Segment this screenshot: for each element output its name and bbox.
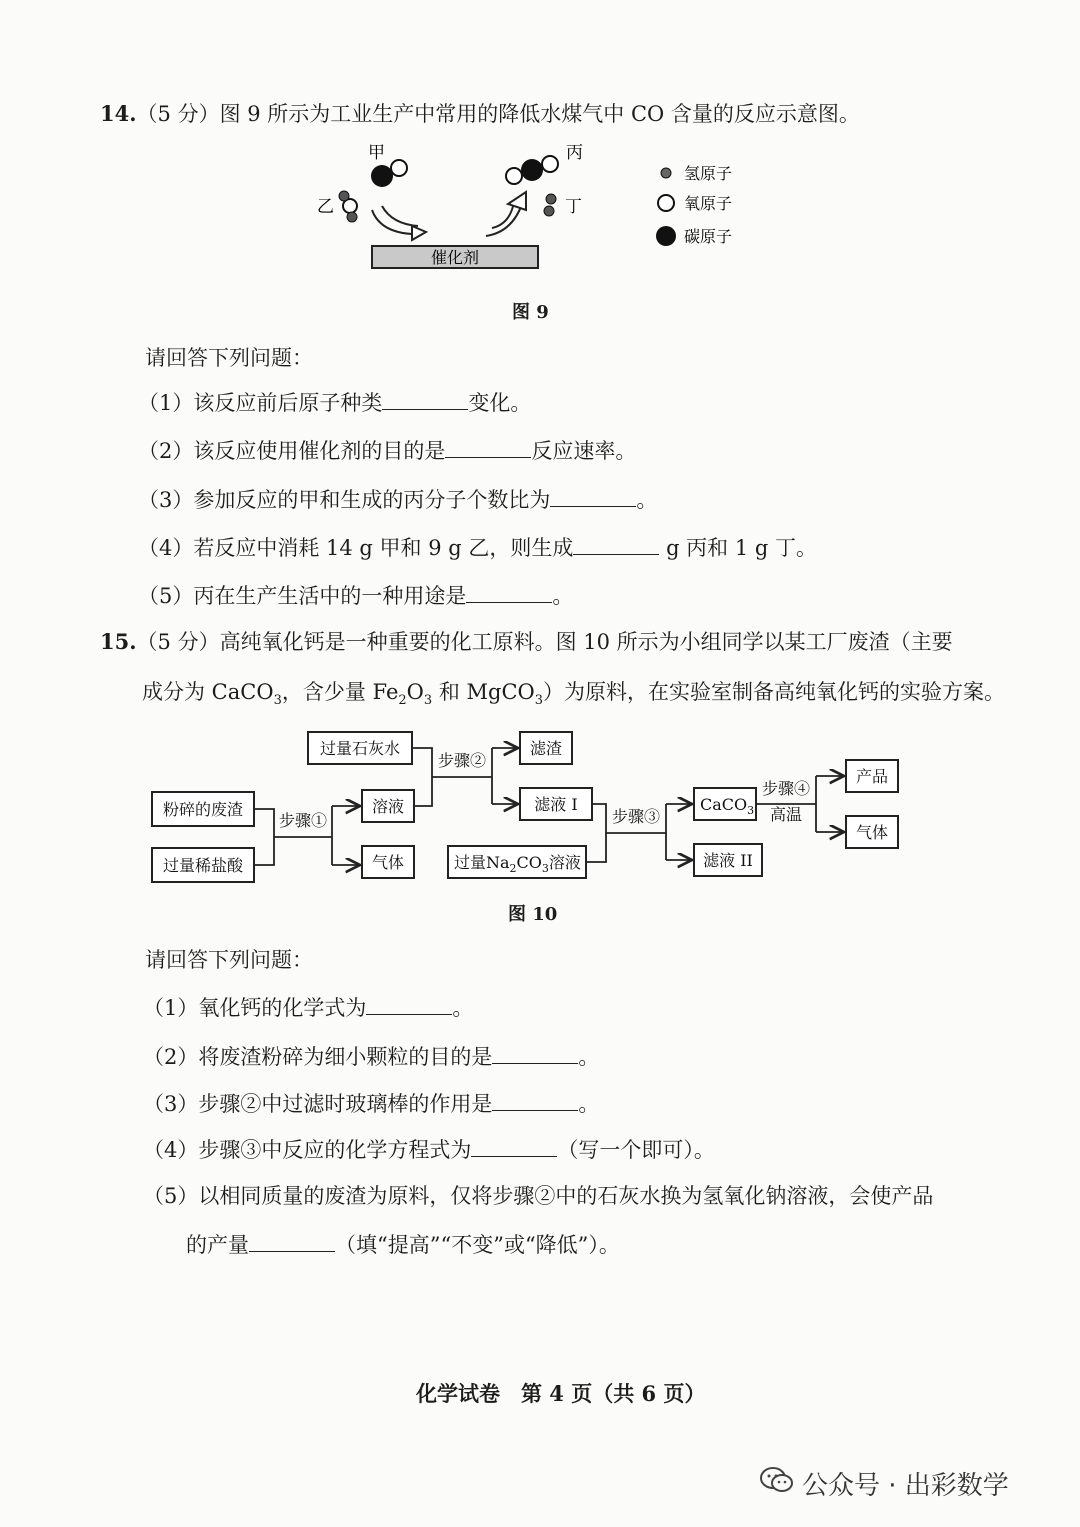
legend-carbon: 碳原子 <box>684 227 733 246</box>
figure-10-flowchart <box>140 720 920 890</box>
figure-9-caption: 图 9 <box>512 302 549 323</box>
q14-item-5: （5）丙在生产生活中的一种用途是 。 <box>138 584 574 608</box>
answer-blank <box>492 1092 578 1111</box>
flow-waste: 粉碎的废渣 <box>162 800 244 819</box>
oxygen-atom <box>506 168 522 184</box>
flow-high-temp: 高温 <box>769 805 803 824</box>
answer-blank <box>366 996 452 1015</box>
q15-item-5: （5）以相同质量的废渣为原料，仅将步骤②中的石灰水换为氢氧化钠溶液，会使产品 <box>143 1184 934 1208</box>
oxygen-atom <box>391 160 407 176</box>
answer-blank <box>466 584 552 603</box>
flow-residue: 滤渣 <box>529 739 563 758</box>
hydrogen-atom <box>544 206 554 216</box>
label-catalyst: 催化剂 <box>430 248 480 267</box>
flow-solution: 溶液 <box>371 797 405 816</box>
q15-item-3: （3）步骤②中过滤时玻璃棒的作用是 。 <box>143 1092 600 1116</box>
answer-blank <box>249 1233 335 1252</box>
legend-oxygen: 氧原子 <box>684 194 733 213</box>
flow-step4: 步骤④ <box>761 779 811 798</box>
label-yi: 乙 <box>317 197 334 217</box>
answer-blank <box>382 391 468 410</box>
flow-step3: 步骤③ <box>611 807 661 826</box>
figure-9-diagram <box>300 140 760 280</box>
q14-item-1: （1）该反应前后原子种类 变化。 <box>138 391 532 415</box>
carbon-atom <box>521 159 543 181</box>
question-text: （5 分）图 9 所示为工业生产中常用的降低水煤气中 CO 含量的反应示意图。 <box>136 102 860 126</box>
q14-prompt: 请回答下列问题： <box>145 346 313 370</box>
legend-hydrogen-icon <box>661 168 671 178</box>
flow-caco3: CaCO$_3$ <box>700 795 755 817</box>
flow-na2co3: 过量$Na_2CO_3$溶液 <box>454 853 581 875</box>
flow-product: 产品 <box>855 767 889 786</box>
hydrogen-atom <box>339 191 349 201</box>
q14-item-3: （3）参加反应的甲和生成的丙分子个数比为 。 <box>138 488 658 512</box>
question-15-heading <box>100 626 953 656</box>
flow-step1: 步骤① <box>278 811 328 830</box>
question-number: 15. <box>100 629 137 654</box>
answer-blank <box>573 536 659 555</box>
q15-item-2: （2）将废渣粉碎为细小颗粒的目的是 。 <box>143 1045 600 1069</box>
q15-prompt: 请回答下列问题： <box>145 948 313 972</box>
flow-gas2: 气体 <box>855 823 889 842</box>
page-footer: 化学试卷 第 4 页（共 6 页） <box>416 1381 706 1406</box>
flow-gas1: 气体 <box>371 853 405 872</box>
answer-blank <box>492 1045 578 1064</box>
answer-blank <box>471 1138 557 1157</box>
hydrogen-atom <box>546 194 556 204</box>
answer-blank <box>550 488 636 507</box>
wechat-icon <box>760 1466 794 1494</box>
flow-filtrate2: 滤液 II <box>703 851 753 870</box>
flow-limewater: 过量石灰水 <box>319 739 401 758</box>
legend-oxygen-icon <box>658 195 674 211</box>
q14-item-2: （2）该反应使用催化剂的目的是 反应速率。 <box>138 439 637 463</box>
watermark-text: 公众号 · 出彩数学 <box>802 1471 1009 1501</box>
reaction-arrow-out <box>486 204 522 236</box>
question-15-heading-line2: 成分为 CaCO$_3$，含少量 $Fe_2O_3$ 和 MgCO$_3$）为原料，在实验室制备高纯氧化钙的实验方案。 <box>142 680 1006 709</box>
label-ding: 丁 <box>565 197 582 217</box>
label-jia: 甲 <box>368 143 385 163</box>
figure-10-caption: 图 10 <box>508 904 558 925</box>
question-14-heading <box>100 98 860 128</box>
q15-item-1: （1）氧化钙的化学式为 。 <box>143 996 474 1020</box>
q14-item-4: （4）若反应中消耗 14 g 甲和 9 g 乙，则生成 g 丙和 1 g 丁。 <box>138 536 818 560</box>
reaction-arrow-in <box>372 210 412 234</box>
carbon-atom <box>371 165 393 187</box>
hydrogen-atom <box>347 212 357 222</box>
flow-hcl: 过量稀盐酸 <box>162 856 244 875</box>
answer-blank <box>445 439 531 458</box>
question-number: 14. <box>100 101 137 126</box>
flow-filtrate1: 滤液 I <box>534 795 578 814</box>
label-bing: 丙 <box>566 143 583 163</box>
legend-hydrogen: 氢原子 <box>684 164 733 183</box>
q15-item-5-line2: 的产量 （填“提高”“不变”或“降低”）。 <box>186 1233 620 1257</box>
legend-carbon-icon <box>656 226 676 246</box>
q15-item-4: （4）步骤③中反应的化学方程式为 （写一个即可）。 <box>143 1138 715 1162</box>
flow-step2: 步骤② <box>437 751 487 770</box>
oxygen-atom <box>542 156 558 172</box>
question-text: （5 分）高纯氧化钙是一种重要的化工原料。图 10 所示为小组同学以某工厂废渣（主要 <box>136 630 953 654</box>
